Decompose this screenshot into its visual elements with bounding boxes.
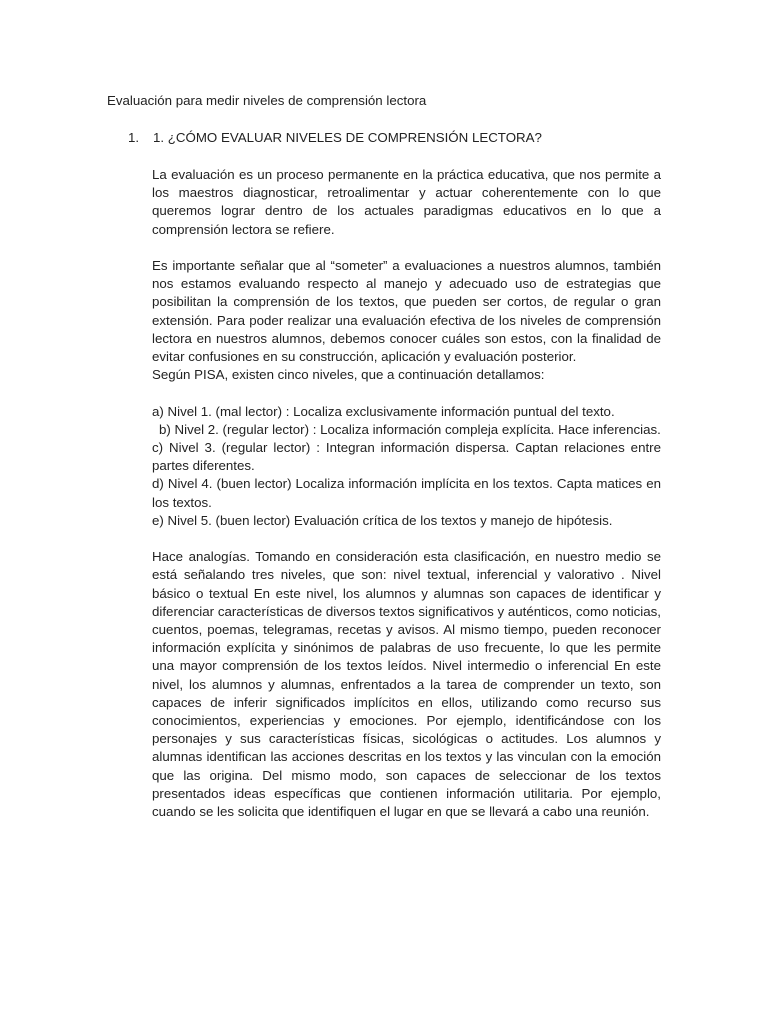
- level-item-2: b) Nivel 2. (regular lector) : Localiza información compleja explícita. Hace inferencias.: [159, 421, 661, 437]
- document-title: Evaluación para medir niveles de comprensión lectora: [107, 93, 427, 108]
- level-item-5: e) Nivel 5. (buen lector) Evaluación crítica de los textos y manejo de hipótesis.: [152, 512, 613, 528]
- paragraph-evaluation: Es importante señalar que al “someter” a evaluaciones a nuestros alumnos, también nos estamos evaluando respecto al manejo y adecuado uso de estrategias que posibilitan la comprensión de los textos, que pueden ser cortos, de regular o gran extensión. Para poder realizar una evaluación efectiva de los niveles de comprensión lectora en nuestros alumnos, debemos conocer cuáles son estos, con la finalidad de evitar confusiones en su construcción, aplicación y evaluación posterior.: [152, 258, 661, 365]
- paragraph-pisa: Según PISA, existen cinco niveles, que a continuación detallamos:: [152, 367, 545, 383]
- level-item-4: d) Nivel 4. (buen lector) Localiza información implícita en los textos. Capta matices en los textos.: [152, 476, 661, 510]
- paragraph-spacer: [152, 530, 661, 548]
- list-number: 1.: [128, 130, 140, 145]
- section-heading: [128, 129, 542, 147]
- paragraph-intro: La evaluación es un proceso permanente en la práctica educativa, que nos permite a los maestros diagnosticar, retroalimentar y actuar coherentemente con lo que queremos lograr dentro de los actuales paradigmas educativos en lo que a comprensión lectora se refiere.: [152, 167, 661, 237]
- level-item-3: c) Nivel 3. (regular lector) : Integran información dispersa. Captan relaciones entre partes diferentes.: [152, 440, 661, 474]
- paragraph-spacer: [152, 239, 661, 257]
- paragraph-spacer: [152, 384, 661, 402]
- level-item-1: a) Nivel 1. (mal lector) : Localiza exclusivamente información puntual del texto.: [152, 403, 615, 419]
- section-heading-text: 1. ¿CÓMO EVALUAR NIVELES DE COMPRENSIÓN LECTORA?: [153, 130, 542, 145]
- paragraph-closing: Hace analogías. Tomando en consideración esta clasificación, en nuestro medio se está señalando tres niveles, que son: nivel textual, inferencial y valorativo . Nivel básico o textual En este nivel, los alumnos y alumnas son capaces de identificar y diferenciar características de diversos textos significativos y auténticos, como noticias, cuentos, poemas, telegramas, recetas y avisos. Al mismo tiempo, pueden reconocer información explícita y sinónimos de palabras de uso frecuente, lo que les permite una mayor comprensión de los textos leídos. Nivel intermedio o inferencial En este nivel, los alumnos y alumnas, enfrentados a la tarea de comprender un texto, son capaces de inferir significados implícitos en ellos, utilizando como recurso sus conocimientos, experiencias y emociones. Por ejemplo, identificándose con los personajes y sus características físicas, sicológicas o actitudes. Los alumnos y alumnas identifican las acciones descritas en los textos y las vinculan con la emoción que las origina. Del mismo modo, son capaces de seleccionar de los textos presentados ideas específicas que contienen información utilitaria. Por ejemplo, cuando se les solicita que identifiquen el lugar en que se llevará a cabo una reunión.: [152, 549, 661, 820]
- section-body: [152, 166, 661, 821]
